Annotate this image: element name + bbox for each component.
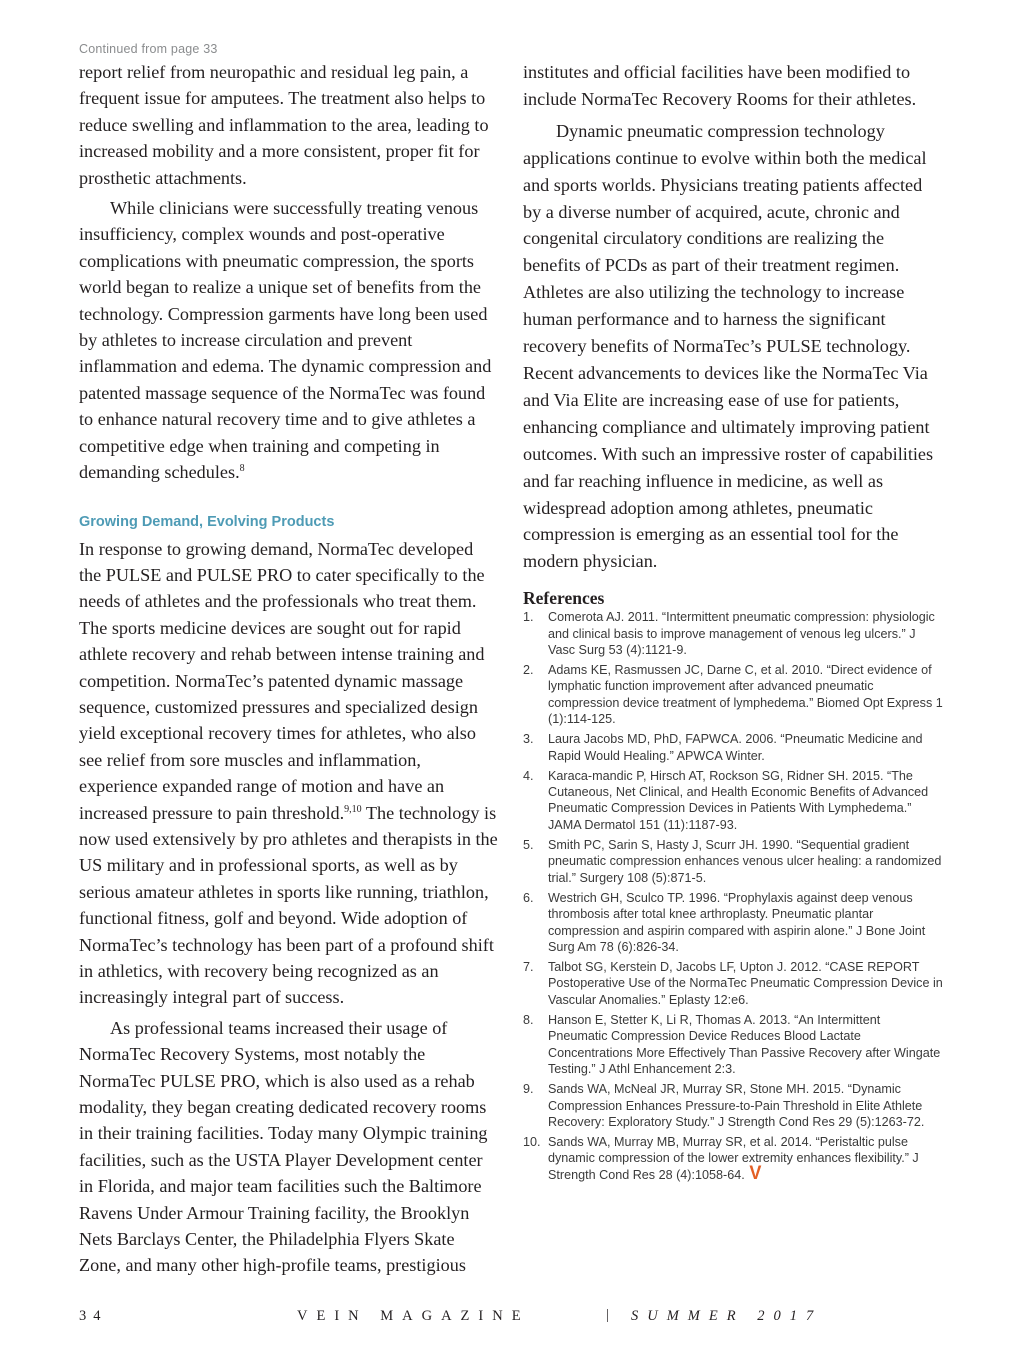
reference-number: 5. xyxy=(523,838,534,853)
reference-text: Comerota AJ. 2011. “Intermittent pneumatic compression: physiologic and clinical basis to improve management of venous leg ulcers.” J Vasc Surg 53 (4):1121-9. xyxy=(548,610,935,657)
citation-9-10: 9,10 xyxy=(344,803,362,815)
reference-text: Sands WA, McNeal JR, Murray SR, Stone MH. 2015. “Dynamic Compression Enhances Pressure-to-Pain Threshold in Elite Athlete Recovery: Exploratory Study.” J Strength Cond Res 29 (5):1263-72. xyxy=(548,1082,925,1129)
left-paragraph-3 xyxy=(79,536,499,1011)
reference-number: 3. xyxy=(523,732,534,747)
reference-number: 2. xyxy=(523,663,534,678)
right-paragraph-1: institutes and official facilities have been modified to include NormaTec Recovery Rooms for their athletes. xyxy=(523,62,917,109)
left-paragraph-2 xyxy=(79,195,499,485)
reference-number: 9. xyxy=(523,1082,534,1097)
reference-text: Adams KE, Rasmussen JC, Darne C, et al. 2010. “Direct evidence of lymphatic function improvement after advanced pneumatic compression device treatment of lymphedema.” Biomed Opt Express 1 (1):114-125. xyxy=(548,663,943,726)
reference-number: 10. xyxy=(523,1135,541,1150)
reference-text: Sands WA, Murray MB, Murray SR, et al. 2014. “Peristaltic pulse dynamic compression of the lower extremity enhances flexibility.” J Strength Cond Res 28 (4):1058-64. xyxy=(548,1135,919,1182)
left-paragraph-2-text: While clinicians were successfully treating venous insufficiency, complex wounds and post-operative complications with pneumatic compression, the sports world began to realize a unique set of benefits from the technology. Compression garments have long been used by athletes to increase circulation and prevent inflammation and edema. The dynamic compression and patented massage sequence of the NormaTec was found to enhance natural recovery time and to give athletes a competitive edge when training and competing in demanding schedules. xyxy=(79,198,492,483)
references-heading: References xyxy=(523,588,605,609)
reference-text: Smith PC, Sarin S, Hasty J, Scurr JH. 1990. “Sequential gradient pneumatic compression enhances venous ulcer healing: a randomized trial.” Surgery 108 (5):871-5. xyxy=(548,838,942,885)
references-list xyxy=(523,609,943,1183)
left-paragraph-3b: The technology is now used extensively by pro athletes and therapists in the US military and in professional sports, as well as by serious amateur athletes in sports like running, triathlon, functional fitness, golf and beyond. Wide adoption of NormaTec’s technology has been part of a profound shift in athletics, with recovery being recognized as an increasingly integral part of success. xyxy=(79,802,498,1008)
right-column xyxy=(523,59,943,1187)
reference-item xyxy=(523,768,943,833)
page-number: 34 xyxy=(79,1308,108,1324)
left-column xyxy=(79,59,499,1279)
left-paragraph-4: As professional teams increased their usage of NormaTec Recovery Systems, most notably the NormaTec PULSE PRO, which is also used as a rehab modality, they began creating dedicated recovery rooms in their training facilities. Today many Olympic training facilities, such as the USTA Player Development center in Florida, and major team facilities such the Baltimore Ravens Under Armour Training facility, the Brooklyn Nets Barclays Center, the Philadelphia Flyers Skate Zone, and many other high-profile teams, prestigious xyxy=(79,1017,488,1276)
reference-item xyxy=(523,837,943,886)
left-paragraph-3a: In response to growing demand, NormaTec developed the PULSE and PULSE PRO to cater specifically to the needs of athletes and the professionals who treat them. The sports medicine devices are sought out for rapid athlete recovery and rehab between intense training and competition. NormaTec’s patented dynamic massage sequence, customized pressures and specialized design yield exceptional recovery times for athletes, who also see relief from sore muscles and inflammation, experience expanded range of motion and have an increased pressure to pain threshold. xyxy=(79,538,485,823)
reference-number: 8. xyxy=(523,1013,534,1028)
reference-item xyxy=(523,1012,943,1077)
reference-number: 7. xyxy=(523,960,534,975)
reference-item xyxy=(523,1081,943,1130)
reference-item xyxy=(523,959,943,1008)
reference-number: 4. xyxy=(523,768,534,783)
magazine-name: VEIN MAGAZINE xyxy=(297,1308,530,1324)
reference-number: 1. xyxy=(523,610,534,625)
page-footer xyxy=(79,1308,959,1330)
left-paragraph-1: report relief from neuropathic and residual leg pain, a frequent issue for amputees. The treatment also helps to reduce swelling and inflammation to the area, leading to increased mobility and a more consistent, proper fit for prosthetic attachments. xyxy=(79,62,489,188)
continued-note: Continued from page 33 xyxy=(79,42,218,56)
reference-text: Westrich GH, Sculco TP. 1996. “Prophylaxis against deep venous thrombosis after total knee arthroplasty. Pneumatic plantar compression and aspirin compared with aspirin alone.” J Bone Joint Surg Am 78 (6):826-34. xyxy=(548,890,926,954)
reference-item xyxy=(523,609,943,658)
reference-text: Talbot SG, Kerstein D, Jacobs LF, Upton J. 2012. “CASE REPORT Postoperative Use of the NormaTec Pneumatic Compression Device in Vascular Anomalies.” Eplasty 12:e6. xyxy=(548,960,943,1007)
reference-text: Laura Jacobs MD, PhD, FAPWCA. 2006. “Pneumatic Medicine and Rapid Would Healing.” APWCA Winter. xyxy=(548,732,923,763)
reference-text: Karaca-mandic P, Hirsch AT, Rockson SG, Ridner SH. 2015. “The Cutaneous, Net Clinical, and Health Economic Benefits of Advanced Pneumatic Compression Devices in Patients With Lymphedema.” JAMA Dermatol 151 (11):1187-93. xyxy=(548,768,929,832)
section-heading: Growing Demand, Evolving Products xyxy=(79,513,335,530)
issue-date: SUMMER 2017 xyxy=(631,1308,823,1324)
reference-item xyxy=(523,731,943,764)
right-paragraph-2: Dynamic pneumatic compression technology applications continue to evolve within both the medical and sports worlds. Physicians treating patients affected by a diverse number of acquired, acute, chronic and congenital circulatory conditions are realizing the benefits of PCDs as part of their treatment regimen. Athletes are also utilizing the technology to increase human performance and to harness the significant recovery benefits of NormaTec’s PULSE technology. Recent advancements to devices like the NormaTec Via and Via Elite are increasing ease of use for patients, enhancing compliance and ultimately improving patient outcomes. With such an impressive roster of capabilities and far reaching influence in medicine, as well as widespread adoption among athletes, pneumatic compression is emerging as an essential tool for the modern physician. xyxy=(523,120,934,572)
reference-item xyxy=(523,662,943,727)
reference-text: Hanson E, Stetter K, Li R, Thomas A. 2013. “An Intermittent Pneumatic Compression Device Reduces Blood Lactate Concentrations More Effectively Than Passive Recovery after Wingate Testing.” J Athl Enhancement 2:3. xyxy=(548,1013,941,1076)
footer-separator: | xyxy=(606,1307,609,1323)
reference-item xyxy=(523,1134,943,1183)
reference-number: 6. xyxy=(523,890,534,905)
citation-8: 8 xyxy=(239,463,245,475)
reference-item xyxy=(523,890,943,955)
vein-end-mark-icon: V xyxy=(749,1162,762,1184)
